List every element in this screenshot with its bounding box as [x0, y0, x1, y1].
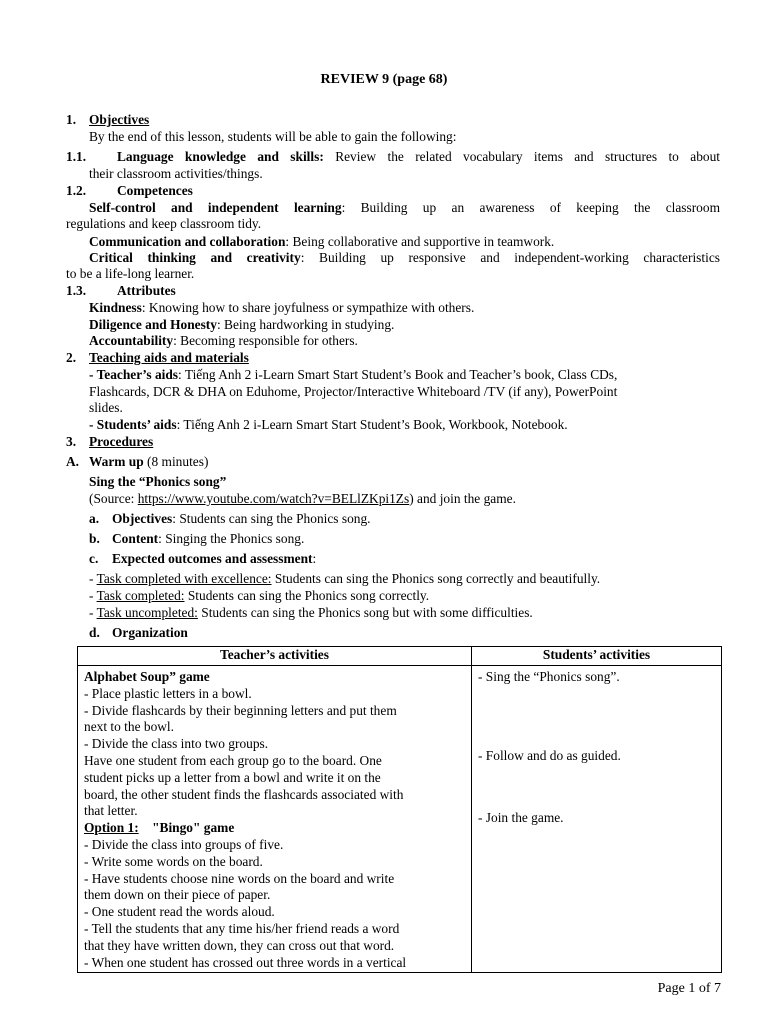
- language-knowledge-title: Language knowledge and skills:: [117, 149, 324, 164]
- activity-line: Have one student from each group go to the board. One: [84, 752, 382, 768]
- critical-thinking-text-cont: to be a life-long learner.: [66, 266, 195, 281]
- task-excellent-line: [89, 571, 600, 588]
- page-number: Page 1 of 7: [657, 981, 721, 996]
- step-letter: A.: [66, 454, 80, 469]
- attributes-heading: Attributes: [117, 283, 176, 298]
- activity-line: them down on their piece of paper.: [84, 887, 271, 903]
- activities-table: [77, 646, 722, 973]
- teacher-activities-header: Teacher’s activities: [78, 647, 472, 666]
- teacher-aids-text: : Tiếng Anh 2 i-Learn Smart Start Student’s Book and Teacher’s book, Class CDs,: [178, 367, 618, 382]
- kindness-text: : Knowing how to share joyfulness or sympathize with others.: [141, 300, 475, 315]
- procedures-heading: Procedures: [89, 434, 154, 449]
- item-letter: b.: [89, 531, 100, 546]
- teacher-aids-text-cont: Flashcards, DCR & DHA on Eduhome, Projector/Interactive Whiteboard /TV (if any), PowerPoint: [89, 384, 618, 399]
- task-completed-line: [89, 588, 429, 605]
- language-knowledge-text: Review the related vocabulary items and structures to about: [335, 149, 720, 164]
- student-activity: - Sing the “Phonics song”.: [478, 669, 620, 684]
- kindness-line: [89, 300, 474, 317]
- warm-up-title: Warm up: [89, 454, 144, 469]
- option-line: [84, 820, 465, 837]
- teacher-aids-line: [89, 367, 617, 384]
- activity-line: that they have written down, they can cross out that word.: [84, 937, 395, 953]
- warm-up-line: [89, 454, 208, 471]
- students-aids-title: - Students’ aids: [89, 417, 177, 432]
- activity-line: student picks up a letter from a bowl and write it on the: [84, 769, 381, 785]
- section-number: 1.: [66, 112, 77, 127]
- organization-title: Organization: [112, 625, 188, 640]
- outcomes-item-title: Expected outcomes and assessment: [112, 551, 313, 566]
- table-row: [78, 666, 722, 973]
- student-activity: - Follow and do as guided.: [478, 748, 621, 763]
- outcomes-item-line: [112, 551, 316, 568]
- task-dash: -: [89, 605, 97, 620]
- subsection-number: 1.1.: [66, 149, 87, 164]
- communication-line: [89, 234, 554, 251]
- activity-line: - Divide the class into two groups.: [84, 736, 269, 752]
- critical-thinking-line: [89, 250, 720, 267]
- task-uncompleted-label: Task uncompleted:: [96, 605, 198, 620]
- students-aids-line: [89, 417, 568, 434]
- critical-thinking-title: Critical thinking and creativity: [89, 250, 301, 265]
- task-excellent-text: Students can sing the Phonics song correctly and beautifully.: [271, 571, 601, 586]
- outcomes-item-colon: :: [312, 551, 317, 566]
- activity-line: - Place plastic letters in a bowl.: [84, 685, 252, 701]
- subsection-number: 1.2.: [66, 183, 87, 198]
- option-label: Option 1:: [84, 820, 139, 836]
- task-dash: -: [89, 571, 97, 586]
- students-aids-text: : Tiếng Anh 2 i-Learn Smart Start Student’s Book, Workbook, Notebook.: [176, 417, 568, 432]
- subsection-number: 1.3.: [66, 283, 87, 298]
- students-activities-cell: [472, 666, 722, 973]
- source-suffix: ) and join the game.: [409, 491, 516, 506]
- warm-up-time: (8 minutes): [143, 454, 209, 469]
- source-line: [89, 491, 516, 508]
- activity-line: - When one student has crossed out three words in a vertical: [84, 954, 407, 970]
- activity-line: - Divide the class into groups of five.: [84, 836, 284, 852]
- activity-line: - Write some words on the board.: [84, 853, 263, 869]
- students-activities-header: Students’ activities: [472, 647, 722, 666]
- objectives-item-line: [112, 511, 371, 528]
- objectives-item-title: Objectives: [112, 511, 173, 526]
- diligence-title: Diligence and Honesty: [89, 317, 217, 332]
- option-game: "Bingo" game: [138, 820, 235, 836]
- page-title: REVIEW 9 (page 68): [320, 72, 448, 87]
- source-prefix: (Source:: [89, 491, 138, 506]
- teaching-aids-heading: Teaching aids and materials: [89, 350, 249, 365]
- item-letter: c.: [89, 551, 99, 566]
- accountability-text: : Becoming responsible for others.: [173, 333, 358, 348]
- table-header-row: [78, 647, 722, 666]
- diligence-text: : Being hardworking in studying.: [216, 317, 395, 332]
- task-dash: -: [89, 588, 97, 603]
- content-item-text: : Singing the Phonics song.: [158, 531, 305, 546]
- self-control-line: [89, 200, 720, 217]
- activity-line: - Divide flashcards by their beginning letters and put them: [84, 702, 397, 718]
- content-item-line: [112, 531, 304, 548]
- competences-heading: Competences: [117, 183, 193, 198]
- self-control-title: Self-control and independent learning: [89, 200, 342, 215]
- activity-line: - Tell the students that any time his/her friend reads a word: [84, 920, 400, 936]
- item-letter: a.: [89, 511, 100, 526]
- task-uncompleted-line: [89, 605, 533, 622]
- teacher-aids-text-cont: slides.: [89, 400, 123, 415]
- task-uncompleted-text: Students can sing the Phonics song but with some difficulties.: [197, 605, 533, 620]
- teacher-activities-cell: [78, 666, 472, 973]
- student-activity: - Join the game.: [478, 810, 564, 825]
- source-link[interactable]: https://www.youtube.com/watch?v=BELlZKpi1Zs: [137, 491, 410, 506]
- teacher-aids-title: - Teacher’s aids: [89, 367, 179, 382]
- language-knowledge-line: [117, 149, 720, 166]
- diligence-line: [89, 317, 394, 334]
- objectives-item-text: : Students can sing the Phonics song.: [172, 511, 371, 526]
- task-completed-text: Students can sing the Phonics song correctly.: [184, 588, 430, 603]
- critical-thinking-text: : Building up responsive and independent-working characteristics: [300, 250, 720, 265]
- self-control-text: : Building up an awareness of keeping the classroom: [341, 200, 720, 215]
- content-item-title: Content: [112, 531, 159, 546]
- accountability-line: [89, 333, 358, 350]
- accountability-title: Accountability: [89, 333, 174, 348]
- game-title: Alphabet Soup” game: [84, 669, 210, 684]
- song-title: Sing the “Phonics song”: [89, 474, 227, 489]
- activity-line: - One student read the words aloud.: [84, 904, 275, 920]
- kindness-title: Kindness: [89, 300, 142, 315]
- communication-title: Communication and collaboration: [89, 234, 286, 249]
- communication-text: : Being collaborative and supportive in teamwork.: [285, 234, 555, 249]
- section-number: 3.: [66, 434, 77, 449]
- self-control-text-cont: regulations and keep classroom tidy.: [66, 216, 262, 231]
- activity-line: board, the other student finds the flashcards associated with: [84, 786, 404, 802]
- task-excellent-label: Task completed with excellence:: [96, 571, 272, 586]
- activity-line: that letter.: [84, 803, 138, 819]
- language-knowledge-text-cont: their classroom activities/things.: [89, 166, 263, 181]
- activity-line: next to the bowl.: [84, 719, 175, 735]
- objectives-heading: Objectives: [89, 112, 150, 127]
- section-number: 2.: [66, 350, 77, 365]
- task-completed-label: Task completed:: [96, 588, 185, 603]
- item-letter: d.: [89, 625, 100, 640]
- activity-line: - Have students choose nine words on the board and write: [84, 870, 395, 886]
- objectives-intro: By the end of this lesson, students will be able to gain the following:: [89, 129, 457, 144]
